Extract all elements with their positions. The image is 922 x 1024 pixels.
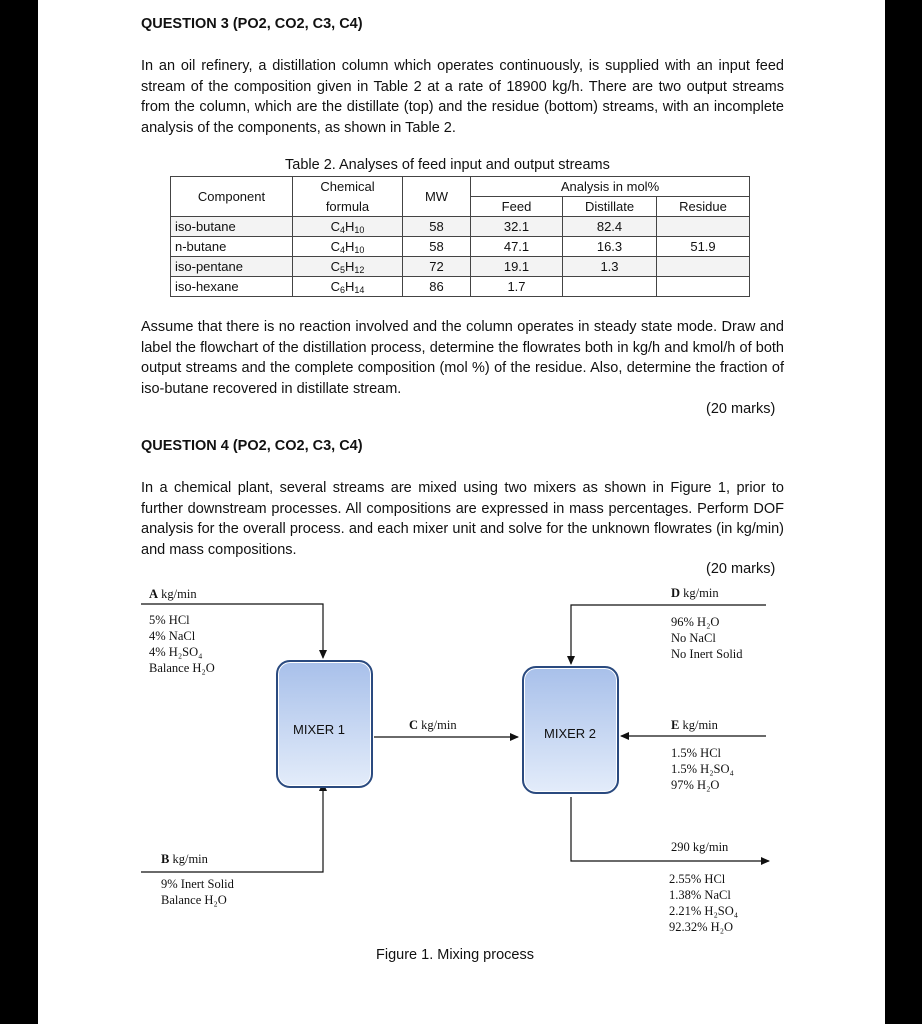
stream-a-label: A kg/min (149, 587, 197, 601)
cell-formula: $C_5H_{12}$ (293, 257, 403, 277)
question-3-task: Assume that there is no reaction involved and the column operates in steady state mode. Draw and label the flowchart of the distillation process, determine the flowrates both in kg/h and kmol/h of both output streams and the complete composition (mol %) of the residue. Also, determine the fraction of iso-butane recovered in distillate stream. (141, 319, 784, 397)
cell-feed: 47.1 (471, 237, 563, 257)
header-formula-line1: Chemical (293, 177, 403, 197)
cell-residue (657, 257, 750, 277)
header-component: Component (171, 177, 293, 217)
question-4-title: QUESTION 4 (PO2, CO2, C3, C4) (141, 438, 363, 454)
header-residue: Residue (657, 197, 750, 217)
product-stream-line (571, 797, 769, 861)
stream-d-label: D kg/min (671, 586, 719, 600)
document-page (38, 0, 885, 1024)
question-4-marks: (20 marks) (706, 561, 776, 577)
header-distillate: Distillate (563, 197, 657, 217)
table-row (171, 257, 750, 277)
stream-e-composition: 1.5% HCl 1.5% H₂SO₄ 97% H₂O (671, 746, 734, 792)
stream-b-label: B kg/min (161, 852, 208, 866)
figure-1-caption: Figure 1. Mixing process (376, 947, 534, 963)
stream-b-composition: 9% Inert Solid Balance H₂O (161, 877, 234, 907)
cell-residue (657, 217, 750, 237)
cell-component: iso-hexane (171, 277, 293, 297)
cell-residue (657, 277, 750, 297)
product-stream-composition: 2.55% HCl 1.38% NaCl 2.21% H₂SO₄ 92.32% H₂O (669, 872, 739, 934)
table-row (171, 217, 750, 237)
cell-component: iso-pentane (171, 257, 293, 277)
cell-feed: 19.1 (471, 257, 563, 277)
cell-mw: 72 (403, 257, 471, 277)
cell-mw: 58 (403, 237, 471, 257)
table-row (171, 237, 750, 257)
header-feed: Feed (471, 197, 563, 217)
question-4-intro: In a chemical plant, several streams are mixed using two mixers as shown in Figure 1, prior to further downstream processes. All compositions are expressed in mass percentages. Perform DOF analysis for the overall process. and each mixer unit and solve for the unknown flowrates (in kg/min) and mass compositions. (141, 480, 784, 558)
cell-feed: 32.1 (471, 217, 563, 237)
analysis-table (170, 176, 750, 297)
header-analysis: Analysis in mol% (471, 177, 750, 197)
stream-d-composition: 96% H₂O No NaCl No Inert Solid (671, 615, 743, 661)
mixer-2-label: MIXER 2 (544, 726, 597, 741)
cell-mw: 58 (403, 217, 471, 237)
question-3-title: QUESTION 3 (PO2, CO2, C3, C4) (141, 16, 363, 32)
header-formula-line2: formula (293, 197, 403, 217)
mixer-1-label: MIXER 1 (293, 722, 346, 737)
cell-component: iso-butane (171, 217, 293, 237)
cell-component: n-butane (171, 237, 293, 257)
cell-distillate (563, 277, 657, 297)
cell-residue: 51.9 (657, 237, 750, 257)
table-2-caption: Table 2. Analyses of feed input and output streams (285, 157, 610, 173)
stream-c-label: C kg/min (409, 718, 457, 732)
cell-formula: $C_6H_{14}$ (293, 277, 403, 297)
table-row (171, 277, 750, 297)
cell-distillate: 1.3 (563, 257, 657, 277)
cell-mw: 86 (403, 277, 471, 297)
cell-distillate: 16.3 (563, 237, 657, 257)
header-mw: MW (403, 177, 471, 217)
mixing-process-figure (38, 560, 885, 980)
question-3-intro: In an oil refinery, a distillation column which operates continuously, is supplied with an input feed stream of the composition given in Table 2 at a rate of 18900 kg/h. There are two output streams from the column, which are the distillate (top) and the residue (bottom) streams, with an incomplete analysis of the components, as shown in Table 2. (141, 58, 784, 136)
stream-a-composition: 5% HCl 4% NaCl 4% H₂SO₄ Balance H₂O (149, 613, 215, 675)
cell-formula: $C_4H_{10}$ (293, 237, 403, 257)
cell-formula: $C_4H_{10}$ (293, 217, 403, 237)
cell-feed: 1.7 (471, 277, 563, 297)
cell-distillate: 82.4 (563, 217, 657, 237)
stream-e-label: E kg/min (671, 718, 718, 732)
question-3-marks: (20 marks) (706, 401, 776, 417)
product-stream-rate: 290 kg/min (671, 840, 729, 854)
